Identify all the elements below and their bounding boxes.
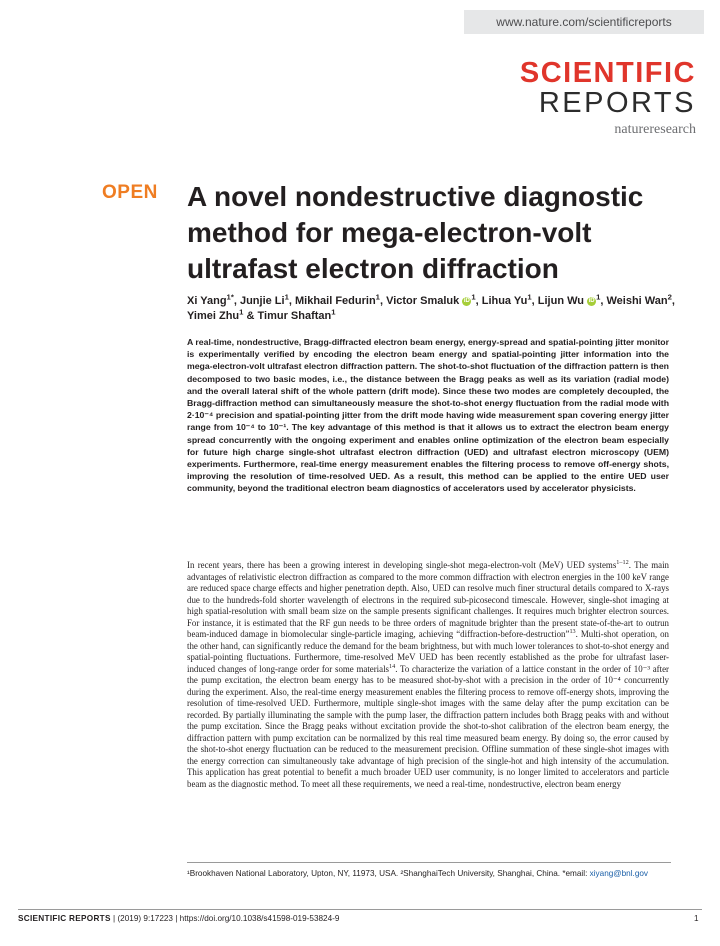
author[interactable]: [294, 292, 380, 307]
footer-citation-doi[interactable]: (2019) 9:17223 | https://doi.org/10.1038/s41598-019-53824-9: [117, 914, 340, 923]
author-name: Weishi Wan: [606, 295, 668, 307]
author[interactable]: [386, 292, 476, 307]
footnote-divider: [187, 862, 671, 863]
footer-divider: [18, 909, 702, 910]
author-name: Lihua Yu: [481, 295, 528, 307]
footer-separator: |: [113, 914, 116, 923]
author-name: Timur Shaftan: [257, 310, 332, 322]
author[interactable]: [257, 307, 336, 322]
author-name: Xi Yang: [187, 295, 227, 307]
citation-reference[interactable]: 1–12: [616, 559, 629, 567]
author[interactable]: [187, 292, 234, 307]
journal-url[interactable]: www.nature.com/scientificreports: [464, 10, 704, 34]
author[interactable]: [606, 292, 672, 307]
author-name: Junjie Li: [239, 295, 285, 307]
logo-line-scientific: SCIENTIFIC: [519, 57, 696, 89]
open-access-label: OPEN: [102, 182, 158, 203]
author[interactable]: [537, 292, 601, 307]
author-affiliation-mark: 1: [284, 292, 289, 302]
abstract: A real-time, nondestructive, Bragg-diffracted electron beam energy, energy-spread and spatial-pointing jitter monitor is experimentally verified by encoding the electron beam energy and spatial-pointing jitter information into the mega-electron-volt ultrafast electron diffraction pattern. The shot-to-shot fluctuation of the diffraction pattern is then decomposed to two basic modes, i.e., the distance between the Bragg peaks as well as its variation (radial mode) and the overall lateral shift of the whole pattern (drift mode). Since these two modes are completely decoupled, the Bragg-diffraction method can simultaneously measure the shot-to-shot energy fluctuation from the radial mode with 2·10⁻⁴ precision and spatial-pointing jitter from the drift mode having wide measurement span covering energy jitter range from 10⁻⁴ to 10⁻¹. The key advantage of this method is that it allows us to extract the electron beam energy spread concurrently with the ongoing experiment and enables online optimization of the electron beam especially for future high charge single-shot ultrafast electron diffraction (UED) and ultrafast electron microscopy (UEM) experiments. Furthermore, real-time energy measurement enables the filtering process to remove off-energy shots, improving the resolution of time-resolved UED. As a result, this method can be applied to the entire UED user community, beyond the traditional electron beam diagnostics of accelerators used by accelerator physicists.: [187, 337, 669, 494]
page-footer: [18, 914, 339, 923]
article-title: A novel nondestructive diagnostic method for mega-electron-volt ultrafast electron diffraction: [187, 181, 644, 284]
author-affiliation-mark: 2: [667, 292, 672, 302]
body-paragraph: [187, 560, 669, 790]
page-number: 1: [694, 914, 699, 923]
author-affiliation-mark: 1*: [226, 292, 234, 302]
body-text-run: . To characterize the variation of a lattice constant in the order of 10⁻³ after the pump excitation, the electron beam energy has to be measured shot-by-shot with a precision in the order of 10⁻⁴ concurrently during the experiment. Also, the real-time energy measurement enables the filtering process to remove off-energy shots, improving the resolution of time-resolved UED. Furthermore, multiple single-shot images with the same delay after the pump excitation can be recorded. By partially illuminating the sample with the pump laser, the diffraction pattern includes both Bragg peaks with and without the pump excitation. Since the Bragg peaks without excitation provide the shot-to-shot calibration of the electron beam energy, the diffraction pattern with pump excitation can be normalized by this real time measured beam energy. By doing so, the error caused by the shot-to-shot energy fluctuation can be reduced to the measurement precision. Offline summation of these single-shot images with the energy correction can simultaneously take advantage of high precision of the single-hot and high intensity of the accumulation. This application has great potential to benefit a much broader UED user community, is no longer limited to accelerators and particle beam as the diagnostic method. To meet all these requirements, we need a real-time, nondestructive, electron beam energy: [187, 663, 669, 789]
author-affiliation-mark: 1: [331, 307, 336, 317]
journal-logo: [520, 58, 696, 138]
affiliations-footnote: [187, 868, 669, 880]
citation-reference[interactable]: 13: [569, 628, 576, 636]
author-name: Mikhail Fedurin: [294, 295, 376, 307]
orcid-icon[interactable]: iD: [588, 297, 595, 304]
affiliations-text: ¹Brookhaven National Laboratory, Upton, NY, 11973, USA. ²ShanghaiTech University, Shanghai, China. *email:: [187, 869, 588, 878]
body-text-run: . Multi-shot operation, on the other hand, can significantly reduce the demand for the beam brightness, but with much lower tolerances to shot-to-shot energy and spatial-pointing fluctuations. Furthermore, time-resolved MeV UED has been recently established as the probe for ultrafast laser-induced changes of long-range order for some materials: [187, 629, 669, 674]
publisher-name: natureresearch: [614, 122, 696, 137]
body-text-run: In recent years, there has been a growing interest in developing single-shot mega-electron-volt (MeV) UED systems: [187, 560, 617, 570]
author-affiliation-mark: 1: [375, 292, 380, 302]
orcid-icon[interactable]: iD: [463, 297, 470, 304]
body-text-run: . The main advantages of relativistic electron diffraction as compared to the more common diffraction with electron energies in the 100 keV range are reduced space charge effects and higher penetration depth. Also, UED can resolve much finer structural details compared to X-rays due to the hundreds-fold shorter wavelength of electrons in the required sub-picosecond timescale. However, single-shot imaging at high spatial-resolution with small beam size on the sample presents significant challenges. It requires much brighter electron sources. For instance, it is estimated that the RF gun needs to be three orders of magnitude brighter than the present state-of-the-art to outrun beam-induced damage in biomolecular single-particle imaging, achieving “diffraction-before-destruction”: [187, 560, 669, 639]
logo-line-reports: REPORTS: [538, 87, 696, 119]
author[interactable]: [187, 307, 244, 322]
citation-reference[interactable]: 14: [389, 662, 396, 670]
author-affiliation-mark: 1: [596, 292, 601, 302]
author[interactable]: [239, 292, 289, 307]
author-list: Xi Yang$^{1*}$, Junjie Li$^1$, Mikhail Fedurin$^1$, Victor Smaluk iD $^1$, Lihua Yu$^1$, Lijun Wu iD $^1$, Weishi Wan$^2$, Yimei Zhu$^1$ & Timur Shaftan$^1$: [187, 292, 675, 322]
author-name: Lijun Wu: [537, 295, 584, 307]
author-name: Victor Smaluk: [386, 295, 460, 307]
author-name: Yimei Zhu: [187, 310, 240, 322]
footer-journal-name: SCIENTIFIC REPORTS: [18, 914, 111, 923]
author-affiliation-mark: 1: [527, 292, 532, 302]
corresponding-email-link[interactable]: xiyang@bnl.gov: [589, 869, 649, 878]
author[interactable]: [481, 292, 532, 307]
author-affiliation-mark: 1: [471, 292, 476, 302]
author-affiliation-mark: 1: [239, 307, 244, 317]
